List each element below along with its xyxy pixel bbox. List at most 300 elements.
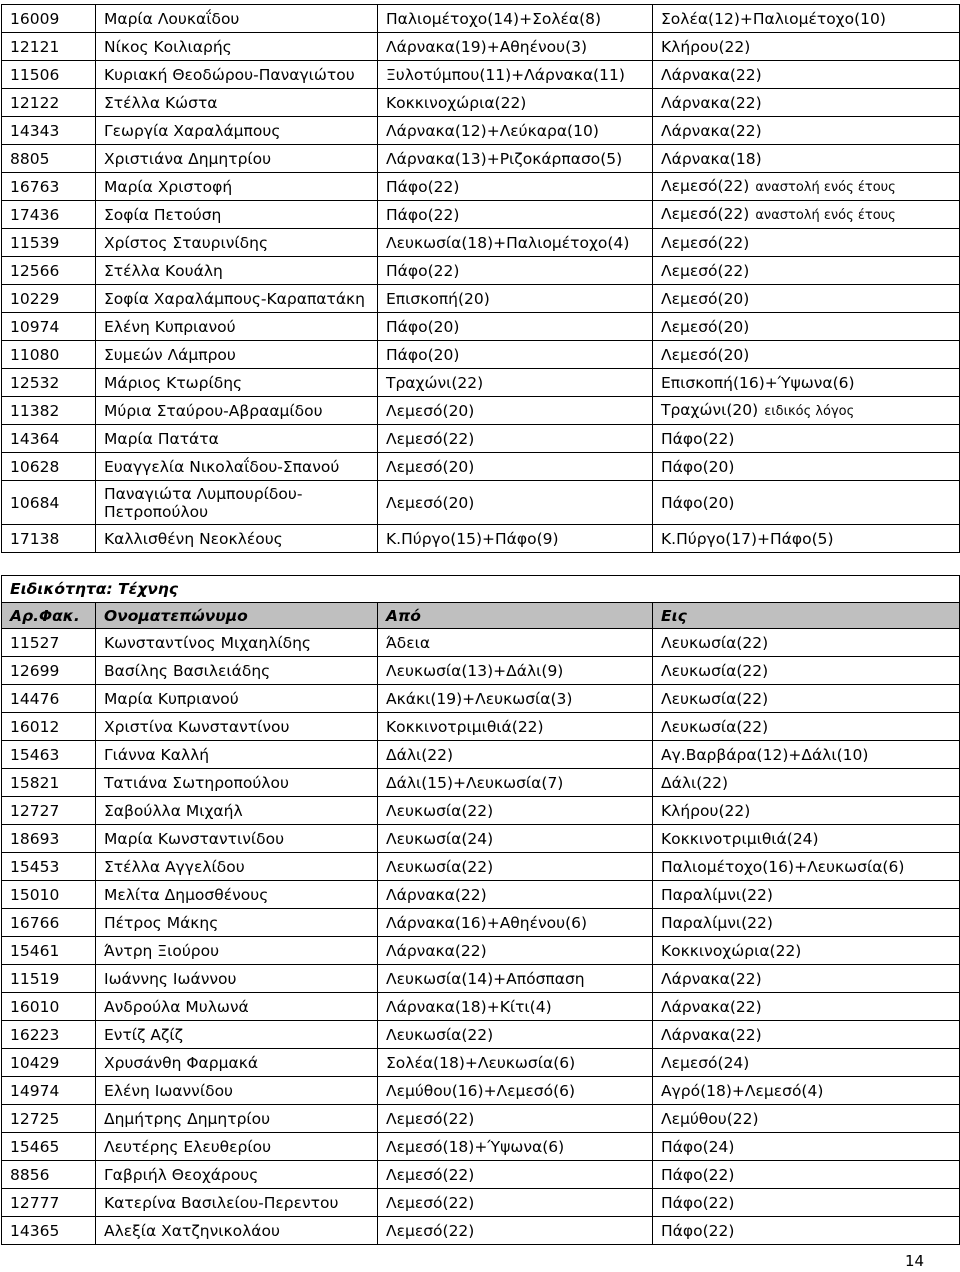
- to-cell-text: Κοκκινοχώρια(22): [661, 941, 802, 960]
- from-cell: [378, 201, 653, 229]
- to-cell-text: Λάρνακα(22): [661, 1025, 762, 1044]
- to-cell: [653, 453, 960, 481]
- header-name: Ονοματεπώνυμο: [96, 603, 378, 629]
- from-cell: [378, 825, 653, 853]
- name-cell: [96, 1189, 378, 1217]
- table-row: [2, 61, 960, 89]
- table-row: [2, 629, 960, 657]
- to-cell: [653, 629, 960, 657]
- name-cell-text: Παναγιώτα Λυμπουρίδου-Πετροπούλου: [104, 484, 303, 521]
- from-cell-text: Λεμύθου(16)+Λεμεσό(6): [386, 1081, 576, 1100]
- from-cell-text: Λάρνακα(16)+Αθηένου(6): [386, 913, 588, 932]
- name-cell-text: Στέλλα Κώστα: [104, 93, 218, 112]
- table-row: [2, 229, 960, 257]
- file-number-cell-text: 15453: [10, 857, 60, 876]
- from-cell-text: Τραχώνι(22): [386, 373, 484, 392]
- from-cell-text: Λεμεσό(22): [386, 1109, 475, 1128]
- file-number-cell-text: 11080: [10, 345, 60, 364]
- from-cell: [378, 33, 653, 61]
- to-cell-text: Λάρνακα(22): [661, 121, 762, 140]
- from-cell: [378, 881, 653, 909]
- to-cell-text: Κλήρου(22): [661, 37, 751, 56]
- file-number-cell-text: 16763: [10, 177, 60, 196]
- name-cell-text: Μελίτα Δημοσθένους: [104, 885, 269, 904]
- table-row: [2, 369, 960, 397]
- transfers-table-1-body: [2, 5, 960, 553]
- table-row: [2, 825, 960, 853]
- file-number-cell: [2, 61, 96, 89]
- from-cell: [378, 397, 653, 425]
- file-number-cell-text: 14343: [10, 121, 60, 140]
- table-row: [2, 525, 960, 553]
- name-cell: [96, 117, 378, 145]
- to-cell-text: Λάρνακα(22): [661, 93, 762, 112]
- name-cell: [96, 713, 378, 741]
- name-cell: [96, 993, 378, 1021]
- file-number-cell-text: 12532: [10, 373, 60, 392]
- name-cell: [96, 1105, 378, 1133]
- file-number-cell: [2, 769, 96, 797]
- file-number-cell: [2, 1189, 96, 1217]
- to-cell: [653, 525, 960, 553]
- table-row: [2, 1021, 960, 1049]
- file-number-cell: [2, 313, 96, 341]
- file-number-cell: [2, 993, 96, 1021]
- from-cell: [378, 909, 653, 937]
- name-cell-text: Ελένη Κυπριανού: [104, 317, 236, 336]
- file-number-cell: [2, 285, 96, 313]
- to-cell-text: Λεμεσό(20): [661, 317, 750, 336]
- to-cell: [653, 965, 960, 993]
- name-cell-text: Σοφία Χαραλάμπους-Καραπατάκη: [104, 289, 366, 308]
- file-number-cell-text: 10628: [10, 457, 60, 476]
- from-cell: [378, 369, 653, 397]
- name-cell-text: Χρίστος Σταυρινίδης: [104, 233, 269, 252]
- to-cell: [653, 881, 960, 909]
- name-cell: [96, 341, 378, 369]
- to-cell-text: Κλήρου(22): [661, 801, 751, 820]
- file-number-cell: [2, 1021, 96, 1049]
- name-cell-text: Δημήτρης Δημητρίου: [104, 1109, 271, 1128]
- name-cell: [96, 369, 378, 397]
- name-cell-text: Στέλλα Κουάλη: [104, 261, 223, 280]
- file-number-cell-text: 10429: [10, 1053, 60, 1072]
- table-row: [2, 481, 960, 525]
- transfers-table-1: [1, 4, 960, 553]
- from-cell-text: Πάφο(20): [386, 345, 460, 364]
- from-cell-text: Άδεια: [386, 633, 431, 652]
- to-cell-text: Κ.Πύργο(17)+Πάφο(5): [661, 529, 834, 548]
- to-cell-text: Πάφο(22): [661, 1221, 735, 1240]
- transfers-table-2: [1, 575, 960, 1245]
- table-row: [2, 853, 960, 881]
- table-row: [2, 257, 960, 285]
- name-cell-text: Χριστίνα Κωνσταντίνου: [104, 717, 290, 736]
- file-number-cell: [2, 853, 96, 881]
- to-cell-text: Λευκωσία(22): [661, 689, 769, 708]
- file-number-cell-text: 16012: [10, 717, 60, 736]
- table-row: [2, 685, 960, 713]
- name-cell: [96, 145, 378, 173]
- name-cell: [96, 33, 378, 61]
- from-cell: [378, 1133, 653, 1161]
- from-cell: [378, 257, 653, 285]
- from-cell: [378, 1077, 653, 1105]
- file-number-cell-text: 8805: [10, 149, 50, 168]
- table-row: [2, 117, 960, 145]
- file-number-cell: [2, 397, 96, 425]
- name-cell: [96, 1133, 378, 1161]
- file-number-cell-text: 10229: [10, 289, 60, 308]
- file-number-cell: [2, 145, 96, 173]
- file-number-cell-text: 11519: [10, 969, 60, 988]
- name-cell: [96, 285, 378, 313]
- file-number-cell: [2, 909, 96, 937]
- from-cell-text: Λευκωσία(22): [386, 857, 494, 876]
- to-cell: [653, 769, 960, 797]
- table-row: [2, 285, 960, 313]
- header-id: Αρ.Φακ.: [2, 603, 96, 629]
- name-cell-text: Πέτρος Μάκης: [104, 913, 219, 932]
- file-number-cell: [2, 481, 96, 525]
- to-cell: [653, 1161, 960, 1189]
- file-number-cell-text: 10974: [10, 317, 60, 336]
- from-cell-text: Λευκωσία(22): [386, 801, 494, 820]
- to-cell-text: Λεμύθου(22): [661, 1109, 759, 1128]
- to-cell: [653, 713, 960, 741]
- to-cell: [653, 285, 960, 313]
- table-row: [2, 965, 960, 993]
- name-cell-text: Κωνσταντίνος Μιχαηλίδης: [104, 633, 312, 652]
- table-row: [2, 797, 960, 825]
- name-cell-text: Κατερίνα Βασιλείου-Περεντου: [104, 1193, 339, 1212]
- name-cell: [96, 629, 378, 657]
- name-cell-text: Ανδρούλα Μυλωνά: [104, 997, 249, 1016]
- from-cell-text: Λευκωσία(22): [386, 1025, 494, 1044]
- file-number-cell-text: 15461: [10, 941, 60, 960]
- name-cell-text: Σαβούλλα Μιχαήλ: [104, 801, 243, 820]
- name-cell-text: Τατιάνα Σωτηροπούλου: [104, 773, 289, 792]
- name-cell-text: Ευαγγελία Νικολαΐδου-Σπανού: [104, 457, 340, 476]
- to-cell-text: Πάφο(22): [661, 1165, 735, 1184]
- table-row: [2, 173, 960, 201]
- to-cell: [653, 397, 960, 425]
- to-cell-text: Πάφο(20): [661, 457, 735, 476]
- file-number-cell: [2, 825, 96, 853]
- name-cell: [96, 909, 378, 937]
- file-number-cell-text: 17138: [10, 529, 60, 548]
- file-number-cell: [2, 741, 96, 769]
- from-cell: [378, 1217, 653, 1245]
- name-cell: [96, 853, 378, 881]
- from-cell: [378, 481, 653, 525]
- to-cell-text: Λεμεσό(22): [661, 176, 750, 195]
- to-cell-text: Σολέα(12)+Παλιομέτοχο(10): [661, 9, 886, 28]
- table-row: [2, 1189, 960, 1217]
- name-cell: [96, 1217, 378, 1245]
- file-number-cell: [2, 1217, 96, 1245]
- from-cell-text: Λεμεσό(22): [386, 1221, 475, 1240]
- to-cell: [653, 1077, 960, 1105]
- name-cell: [96, 201, 378, 229]
- name-cell-text: Αλεξία Χατζηνικολάου: [104, 1221, 280, 1240]
- table-row: [2, 453, 960, 481]
- from-cell-text: Λεμεσό(22): [386, 1193, 475, 1212]
- to-cell-text: Παλιομέτοχο(16)+Λευκωσία(6): [661, 857, 905, 876]
- file-number-cell-text: 12121: [10, 37, 60, 56]
- file-number-cell: [2, 453, 96, 481]
- to-cell: [653, 229, 960, 257]
- table-row: [2, 937, 960, 965]
- specialty-section-row: [2, 576, 960, 603]
- from-cell-text: Πάφο(22): [386, 205, 460, 224]
- name-cell-text: Εντίζ Αζίζ: [104, 1025, 184, 1044]
- to-cell-text: Δάλι(22): [661, 773, 729, 792]
- file-number-cell: [2, 369, 96, 397]
- file-number-cell: [2, 881, 96, 909]
- file-number-cell-text: 11539: [10, 233, 60, 252]
- table-row: [2, 201, 960, 229]
- file-number-cell-text: 14476: [10, 689, 60, 708]
- table-row: [2, 425, 960, 453]
- from-cell: [378, 1049, 653, 1077]
- file-number-cell-text: 11527: [10, 633, 60, 652]
- table-row: [2, 5, 960, 33]
- from-cell: [378, 853, 653, 881]
- to-cell: [653, 657, 960, 685]
- file-number-cell-text: 12727: [10, 801, 60, 820]
- from-cell-text: Ακάκι(19)+Λευκωσία(3): [386, 689, 573, 708]
- to-cell: [653, 797, 960, 825]
- from-cell-text: Λάρνακα(22): [386, 941, 487, 960]
- transfers-table-2-body: [2, 576, 960, 629]
- file-number-cell-text: 16010: [10, 997, 60, 1016]
- to-cell-text: Πάφο(22): [661, 1193, 735, 1212]
- table-row: [2, 397, 960, 425]
- file-number-cell: [2, 1077, 96, 1105]
- from-cell: [378, 657, 653, 685]
- table-row: [2, 713, 960, 741]
- to-cell: [653, 481, 960, 525]
- to-cell: [653, 257, 960, 285]
- file-number-cell: [2, 1161, 96, 1189]
- file-number-cell-text: 12699: [10, 661, 60, 680]
- file-number-cell: [2, 965, 96, 993]
- name-cell: [96, 5, 378, 33]
- table-row: [2, 993, 960, 1021]
- to-cell: [653, 937, 960, 965]
- file-number-cell-text: 12566: [10, 261, 60, 280]
- from-cell: [378, 229, 653, 257]
- to-cell-text: Λευκωσία(22): [661, 633, 769, 652]
- to-cell-text: Λεμεσό(22): [661, 261, 750, 280]
- to-cell-text: Λεμεσό(22): [661, 204, 750, 223]
- name-cell: [96, 89, 378, 117]
- table-row: [2, 1133, 960, 1161]
- table-row: [2, 145, 960, 173]
- to-cell: [653, 853, 960, 881]
- to-cell: [653, 425, 960, 453]
- from-cell: [378, 425, 653, 453]
- from-cell: [378, 525, 653, 553]
- file-number-cell: [2, 5, 96, 33]
- name-cell-text: Λευτέρης Ελευθερίου: [104, 1137, 272, 1156]
- name-cell-text: Χριστιάνα Δημητρίου: [104, 149, 272, 168]
- file-number-cell-text: 10684: [10, 493, 60, 512]
- from-cell-text: Παλιομέτοχο(14)+Σολέα(8): [386, 9, 602, 28]
- file-number-cell: [2, 713, 96, 741]
- file-number-cell-text: 16223: [10, 1025, 60, 1044]
- file-number-cell-text: 14974: [10, 1081, 60, 1100]
- table-row: [2, 741, 960, 769]
- name-cell: [96, 1021, 378, 1049]
- from-cell: [378, 145, 653, 173]
- from-cell-text: Κ.Πύργο(15)+Πάφο(9): [386, 529, 559, 548]
- file-number-cell: [2, 1133, 96, 1161]
- file-number-cell: [2, 425, 96, 453]
- to-cell: [653, 5, 960, 33]
- name-cell: [96, 61, 378, 89]
- to-cell-text: Λεμεσό(24): [661, 1053, 750, 1072]
- from-cell-text: Λάρνακα(19)+Αθηένου(3): [386, 37, 588, 56]
- file-number-cell: [2, 201, 96, 229]
- from-cell: [378, 313, 653, 341]
- to-cell: [653, 1189, 960, 1217]
- to-cell-text: Λάρνακα(22): [661, 65, 762, 84]
- from-cell-text: Ξυλοτύμπου(11)+Λάρνακα(11): [386, 65, 625, 84]
- table-row: [2, 1217, 960, 1245]
- from-cell-text: Λάρνακα(22): [386, 885, 487, 904]
- name-cell: [96, 825, 378, 853]
- from-cell: [378, 685, 653, 713]
- from-cell-text: Πάφο(22): [386, 261, 460, 280]
- name-cell-text: Μάριος Κτωρίδης: [104, 373, 243, 392]
- from-cell: [378, 1189, 653, 1217]
- to-cell: [653, 201, 960, 229]
- table-row: [2, 1077, 960, 1105]
- file-number-cell-text: 11506: [10, 65, 60, 84]
- note-text: αναστολή ενός έτους: [755, 207, 896, 223]
- from-cell-text: Επισκοπή(20): [386, 289, 490, 308]
- name-cell: [96, 425, 378, 453]
- from-cell: [378, 713, 653, 741]
- name-cell-text: Γεωργία Χαραλάμπους: [104, 121, 281, 140]
- file-number-cell-text: 12725: [10, 1109, 60, 1128]
- file-number-cell: [2, 1049, 96, 1077]
- from-cell: [378, 5, 653, 33]
- from-cell: [378, 341, 653, 369]
- to-cell-text: Τραχώνι(20): [661, 400, 759, 419]
- file-number-cell-text: 12122: [10, 93, 60, 112]
- name-cell: [96, 797, 378, 825]
- name-cell: [96, 881, 378, 909]
- from-cell-text: Λευκωσία(14)+Απόσπαση: [386, 969, 585, 988]
- table-row: [2, 33, 960, 61]
- name-cell-text: Γαβριήλ Θεοχάρους: [104, 1165, 259, 1184]
- to-cell: [653, 173, 960, 201]
- file-number-cell: [2, 173, 96, 201]
- to-cell: [653, 685, 960, 713]
- file-number-cell: [2, 341, 96, 369]
- to-cell: [653, 909, 960, 937]
- table-row: [2, 1105, 960, 1133]
- name-cell-text: Μαρία Κυπριανού: [104, 689, 239, 708]
- page-number: 14: [905, 1252, 925, 1270]
- name-cell-text: Βασίλης Βασιλειάδης: [104, 661, 271, 680]
- name-cell-text: Μαρία Χριστοφή: [104, 177, 233, 196]
- file-number-cell-text: 15821: [10, 773, 60, 792]
- from-cell: [378, 629, 653, 657]
- to-cell-text: Πάφο(22): [661, 429, 735, 448]
- name-cell-text: Κυριακή Θεοδώρου-Παναγιώτου: [104, 65, 355, 84]
- file-number-cell: [2, 1105, 96, 1133]
- note-text: ειδικός λόγος: [764, 403, 855, 419]
- name-cell-text: Χρυσάνθη Φαρμακά: [104, 1053, 259, 1072]
- name-cell-text: Ελένη Ιωαννίδου: [104, 1081, 234, 1100]
- from-cell-text: Λευκωσία(18)+Παλιομέτοχο(4): [386, 233, 630, 252]
- to-cell: [653, 1133, 960, 1161]
- from-cell-text: Λεμεσό(22): [386, 429, 475, 448]
- file-number-cell-text: 16766: [10, 913, 60, 932]
- from-cell-text: Λευκωσία(13)+Δάλι(9): [386, 661, 564, 680]
- name-cell: [96, 257, 378, 285]
- to-cell: [653, 117, 960, 145]
- name-cell-text: Καλλισθένη Νεοκλέους: [104, 529, 283, 548]
- from-cell: [378, 797, 653, 825]
- from-cell: [378, 741, 653, 769]
- table-row: [2, 769, 960, 797]
- from-cell: [378, 285, 653, 313]
- to-cell: [653, 1217, 960, 1245]
- to-cell: [653, 61, 960, 89]
- table-row: [2, 313, 960, 341]
- from-cell-text: Κοκκινοχώρια(22): [386, 93, 527, 112]
- name-cell: [96, 1161, 378, 1189]
- name-cell-text: Συμεών Λάμπρου: [104, 345, 236, 364]
- to-cell-text: Λεμεσό(20): [661, 345, 750, 364]
- from-cell-text: Σολέα(18)+Λευκωσία(6): [386, 1053, 576, 1072]
- table-row: [2, 909, 960, 937]
- specialty-title: Ειδικότητα: Τέχνης: [2, 576, 960, 603]
- to-cell: [653, 1049, 960, 1077]
- from-cell-text: Κοκκινοτριμιθιά(22): [386, 717, 544, 736]
- table-row: [2, 1161, 960, 1189]
- table-header-row: [2, 603, 960, 629]
- to-cell: [653, 1105, 960, 1133]
- name-cell-text: Σοφία Πετούση: [104, 205, 222, 224]
- file-number-cell: [2, 525, 96, 553]
- note-text: αναστολή ενός έτους: [755, 179, 896, 195]
- file-number-cell: [2, 33, 96, 61]
- from-cell: [378, 965, 653, 993]
- name-cell: [96, 965, 378, 993]
- transfers-table-2-rows: [2, 629, 960, 1245]
- file-number-cell: [2, 257, 96, 285]
- from-cell-text: Πάφο(20): [386, 317, 460, 336]
- from-cell-text: Λεμεσό(18)+Ύψωνα(6): [386, 1137, 565, 1156]
- name-cell-text: Ιωάννης Ιωάννου: [104, 969, 237, 988]
- name-cell: [96, 525, 378, 553]
- file-number-cell: [2, 229, 96, 257]
- to-cell-text: Λεμεσό(22): [661, 233, 750, 252]
- to-cell-text: Κοκκινοτριμιθιά(24): [661, 829, 819, 848]
- from-cell: [378, 453, 653, 481]
- file-number-cell: [2, 657, 96, 685]
- from-cell: [378, 1161, 653, 1189]
- name-cell: [96, 1049, 378, 1077]
- to-cell: [653, 313, 960, 341]
- to-cell-text: Λάρνακα(18): [661, 149, 762, 168]
